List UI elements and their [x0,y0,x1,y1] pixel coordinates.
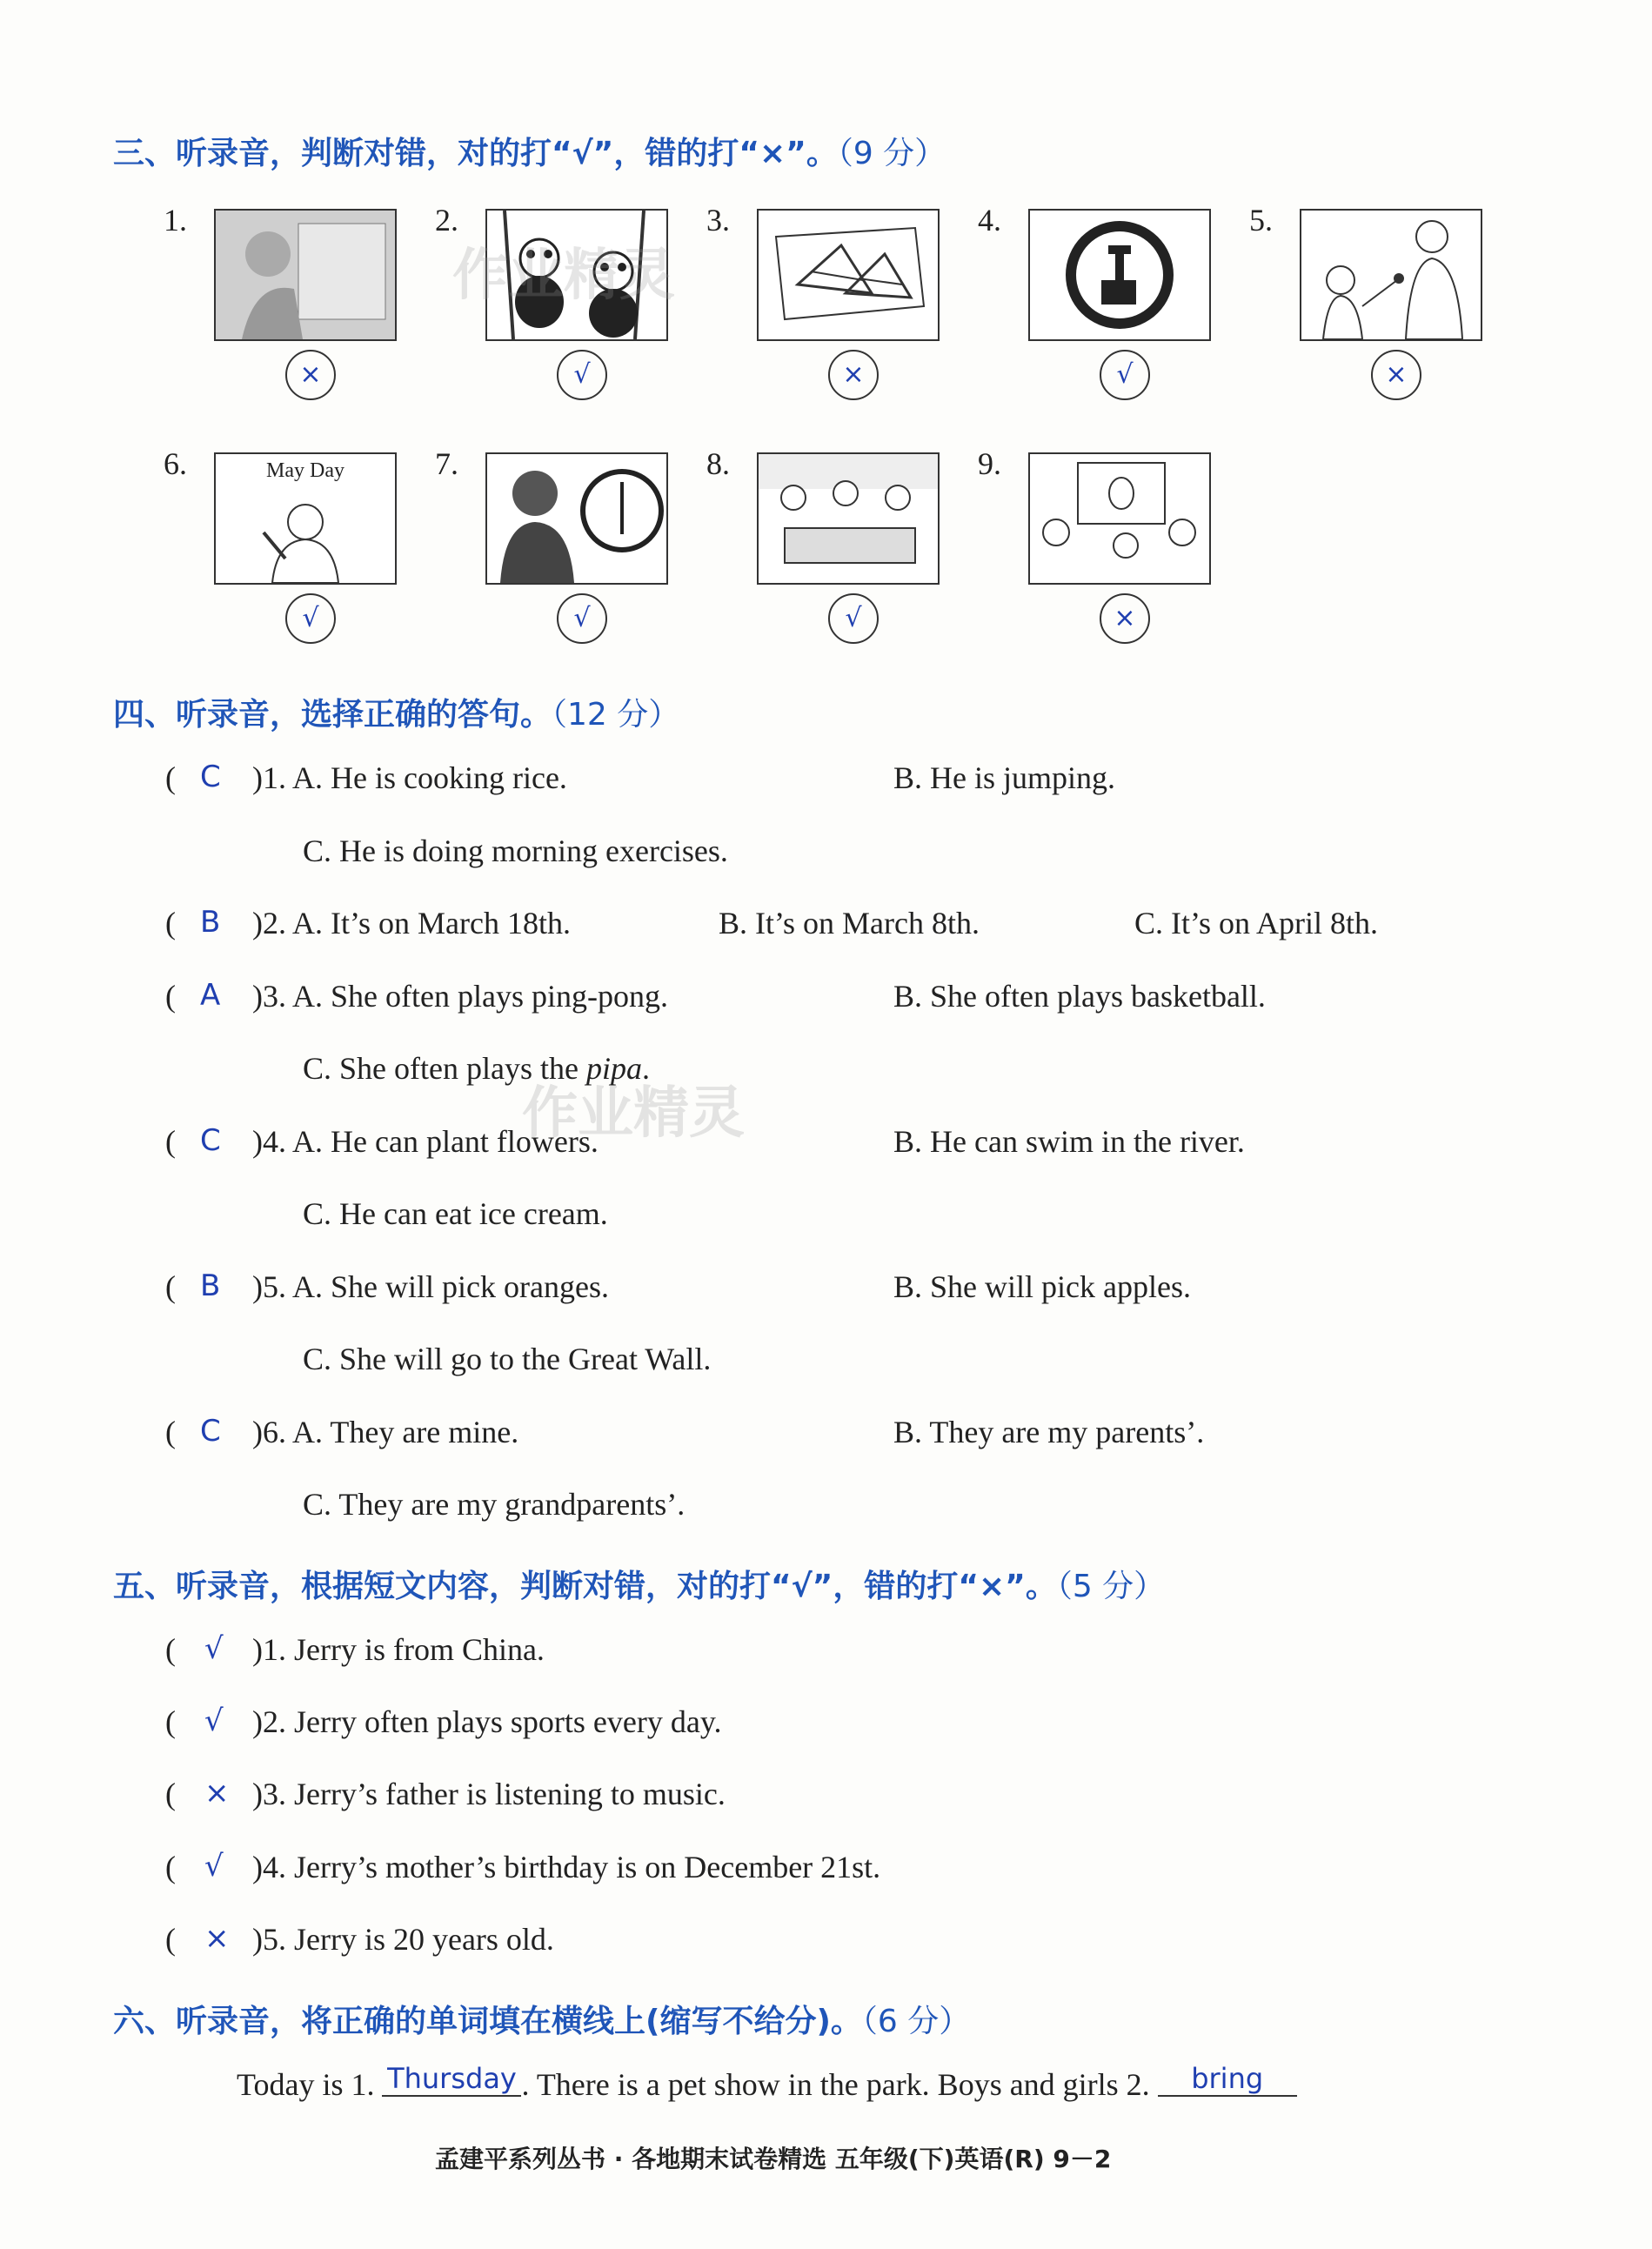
blank-2: bring [1158,2062,1297,2097]
picture-item-4 [978,202,1256,445]
section-4-title [113,690,679,734]
answer-mark: × [1371,350,1421,400]
picture-item-3 [706,202,985,445]
picture-number: 6. [164,446,187,481]
answer-paren: ( [165,760,176,795]
answer-mark: √ [557,593,607,644]
option-c-text: C. She often plays the [303,1051,586,1086]
answer-paren: ( [165,979,176,1014]
picture-number: 3. [706,203,730,238]
question-number: )1. [252,760,286,795]
question-number: )2. [252,906,286,940]
blank-1: Thursday [382,2062,521,2097]
answer-paren: ( [165,1269,176,1304]
picture-number: 1. [164,203,187,238]
watermark: 作业精灵 [452,244,675,308]
judge-answer: √ [204,1703,224,1738]
judge-answer: √ [204,1849,224,1884]
paragraph-text-1: Today is 1. [237,2067,375,2102]
answer-paren: ( [165,1777,176,1811]
kids-poster-picture [1028,452,1211,585]
answer-paren: ( [165,1922,176,1957]
section-6-title [113,1997,970,2041]
option-b: B. He can swim in the river. [893,1124,1245,1159]
mother-child-flower-picture [1300,209,1482,341]
answer-paren: ( [165,906,176,940]
sign-picture [1028,209,1211,341]
option-c: C. They are my grandparents’. [303,1487,686,1522]
picture-item-1 [164,202,442,445]
question-row-6 [252,1414,518,1450]
zongzi-picture [757,209,940,341]
may-day-label: May Day [266,459,344,482]
question-row-2 [252,905,571,941]
boy-clock-picture [485,452,668,585]
picture-number: 2. [435,203,458,238]
judge-answer: × [204,1921,230,1956]
answer-mark: √ [828,593,879,644]
option-c-italic: pipa [585,1051,642,1086]
statement-4: )4. Jerry’s mother’s birthday is on December 21st. [252,1850,881,1884]
section-5-title [113,1562,1165,1606]
picture-item-7 [435,445,713,689]
option-a: A. He is cooking rice. [292,760,567,795]
fill-in-paragraph [237,2062,1297,2104]
question-number: )5. [252,1269,286,1304]
answer-mark: × [828,350,879,400]
choice-answer: C [200,1414,221,1449]
picture-number: 7. [435,446,458,481]
option-b: B. She often plays basketball. [893,979,1266,1014]
watermark: 作业精灵 [522,1081,745,1146]
question-number: )6. [252,1415,286,1449]
answer-paren: ( [165,1632,176,1667]
option-c: C. He can eat ice cream. [303,1196,608,1231]
section-3-score: （9 分） [837,136,946,171]
option-c: C. She will go to the Great Wall. [303,1342,712,1376]
question-row-1 [252,760,567,796]
picture-item-5 [1249,202,1528,445]
picture-item-9 [978,445,1256,689]
question-row-3 [252,978,668,1014]
picture-item-6 [164,445,442,689]
choice-answer: C [200,1123,221,1158]
statement-2: )2. Jerry often plays sports every day. [252,1704,722,1739]
section-4-score: （12 分） [552,697,680,733]
choice-answer: C [200,760,221,794]
option-c: C. He is doing morning exercises. [303,833,728,868]
section-3-title [113,129,946,173]
answer-mark: √ [285,593,336,644]
answer-mark: × [1100,593,1150,644]
answer-mark: √ [557,350,607,400]
option-b: B. He is jumping. [893,760,1116,795]
question-row-5 [252,1268,609,1305]
answer-mark: √ [1100,350,1150,400]
picture-number: 9. [978,446,1001,481]
option-c: C. It’s on April 8th. [1134,906,1379,940]
option-c-end: . [641,1051,650,1086]
option-b: B. It’s on March 8th. [719,906,980,940]
option-a: A. It’s on March 18th. [292,906,571,940]
section-6-score: （6 分） [861,2004,971,2039]
section-5-title-text: 五、听录音，根据短文内容，判断对错，对的打“√”，错的打“×”。 [113,1569,1057,1604]
option-a: A. He can plant flowers. [292,1124,599,1159]
answer-paren: ( [165,1124,176,1159]
answer-mark: × [285,350,336,400]
worker-tools-picture [214,452,397,585]
picture-number: 8. [706,446,730,481]
choice-answer: B [200,905,221,940]
option-a: A. She will pick oranges. [292,1269,609,1304]
judge-answer: × [204,1776,230,1811]
statement-1: )1. Jerry is from China. [252,1632,545,1667]
page-footer: 孟建平系列丛书 · 各地期末试卷精选 五年级(下)英语(R) 9－2 [435,2145,1112,2173]
choice-answer: B [200,1268,221,1303]
question-number: )3. [252,979,286,1014]
option-b: B. She will pick apples. [893,1269,1191,1304]
section-5-score: （5 分） [1056,1569,1166,1604]
section-3-title-text: 三、听录音，判断对错，对的打“√”，错的打“×”。 [113,136,838,171]
answer-paren: ( [165,1704,176,1739]
picture-item-8 [706,445,985,689]
answer-paren: ( [165,1415,176,1449]
answer-paren: ( [165,1850,176,1884]
statement-3: )3. Jerry’s father is listening to music. [252,1777,726,1811]
judge-answer: √ [204,1631,224,1666]
picture-number: 5. [1249,203,1273,238]
statement-5: )5. Jerry is 20 years old. [252,1922,554,1957]
picnic-picture [757,452,940,585]
girl-painting-picture [214,209,397,341]
picture-number: 4. [978,203,1001,238]
paragraph-text-2: . There is a pet show in the park. Boys and girls 2. [521,2067,1150,2102]
option-a: A. She often plays ping-pong. [292,979,668,1014]
choice-answer: A [200,978,221,1013]
option-a: A. They are mine. [292,1415,519,1449]
question-number: )4. [252,1124,286,1159]
option-b: B. They are my parents’. [893,1415,1205,1449]
section-4-title-text: 四、听录音，选择正确的答句。 [113,697,552,733]
section-6-title-text: 六、听录音，将正确的单词填在横线上(缩写不给分)。 [113,2004,862,2039]
